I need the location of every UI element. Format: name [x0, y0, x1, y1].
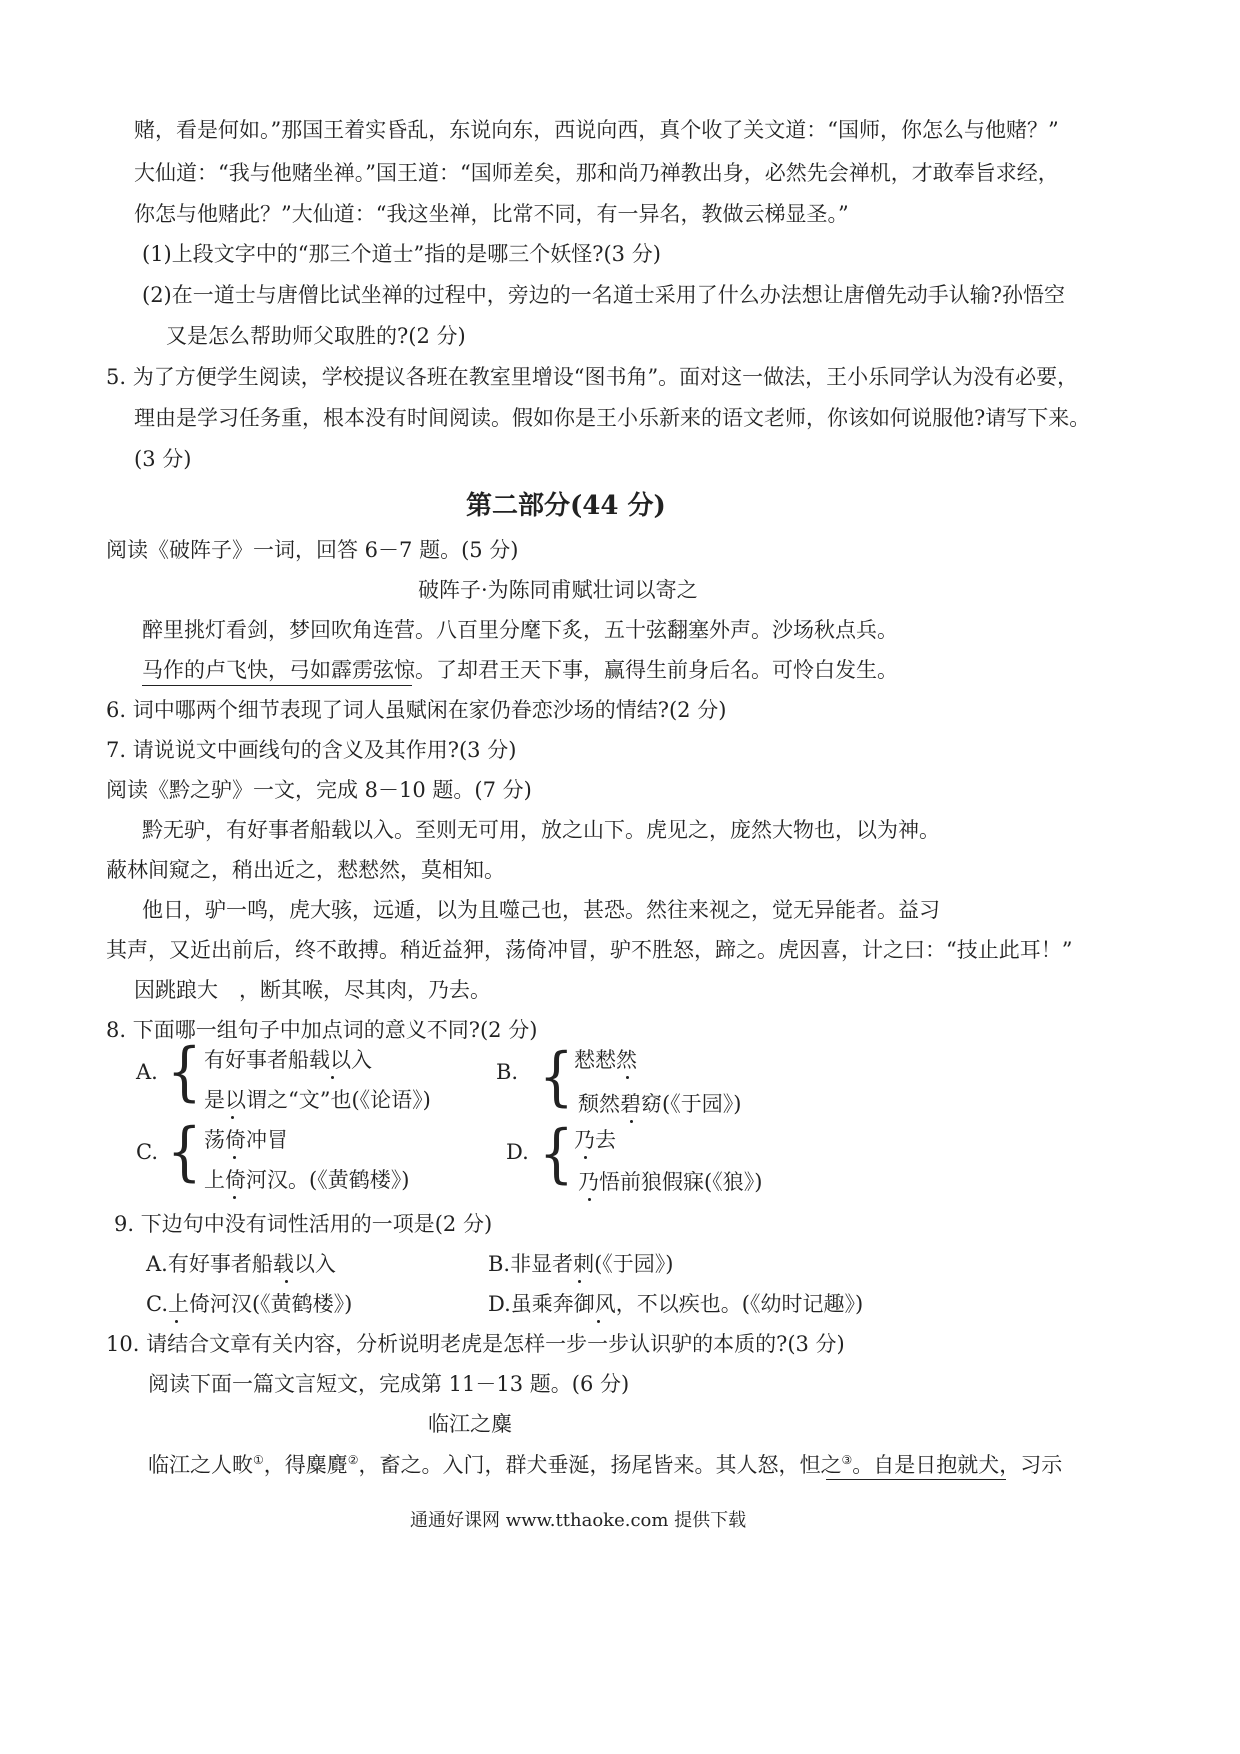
text-segment: ，得麋麑 — [263, 1453, 348, 1477]
option-b-label: B. — [496, 1060, 519, 1084]
poem-title: 破阵子·为陈同甫赋壮词以寄之 — [418, 578, 698, 602]
emphasis-dot — [588, 1198, 591, 1201]
passage-line: 大仙道：“我与他赌坐禅。”国王道：“国师差矣，那和尚乃禅教出身，必然先会禅机，才敢奉旨求经， — [134, 161, 1059, 185]
brace: { — [539, 1040, 574, 1114]
option-a-sentence-2: 是以谓之“文”也(《论语》) — [204, 1088, 431, 1112]
brace: { — [167, 1115, 202, 1189]
option-b-sentence-1: 慭慭然 — [574, 1048, 637, 1072]
question-10: 10. 请结合文章有关内容，分析说明老虎是怎样一步一步认识驴的本质的?(3 分) — [106, 1332, 845, 1356]
question-9: 9. 下边句中没有词性活用的一项是(2 分) — [114, 1212, 493, 1236]
emphasis-dot — [630, 1120, 633, 1123]
page-footer: 通通好课网 www.tthaoke.com 提供下载 — [410, 1510, 747, 1531]
emphasis-dot — [285, 1280, 288, 1283]
footnote-mark: ② — [347, 1453, 359, 1467]
emphasis-dot — [175, 1320, 178, 1323]
option-d-sentence-1: 乃去 — [574, 1128, 616, 1152]
text-line: 黔无驴，有好事者船载以入。至则无可用，放之山下。虎见之，庞然大物也，以为神。 — [142, 818, 940, 842]
option-d-label: D. — [506, 1140, 529, 1164]
passage-line: 你怎与他赌此？”大仙道：“我这坐禅，比常不同，有一异名，教做云梯显圣。” — [134, 202, 849, 226]
option-c: C.上倚河汉(《黄鹤楼》) — [146, 1292, 353, 1316]
question-4-sub-2-cont: 又是怎么帮助师父取胜的?(2 分) — [166, 324, 466, 348]
question-5-points: (3 分) — [134, 447, 192, 471]
brace: { — [167, 1035, 202, 1109]
question-4-sub-1: (1)上段文字中的“那三个道士”指的是哪三个妖怪?(3 分) — [142, 242, 661, 266]
underline — [142, 685, 412, 686]
option-c-sentence-2: 上倚河汉。(《黄鹤楼》) — [204, 1168, 410, 1192]
text-intro: 阅读下面一篇文言短文，完成第 11－13 题。(6 分) — [148, 1372, 630, 1396]
question-5: 5. 为了方便学生阅读，学校提议各班在教室里增设“图书角”。面对这一做法，王小乐同学认为没有必要， — [106, 365, 1079, 389]
passage-line: 赌，看是何如。”那国王着实昏乱，东说向东，西说向西，真个收了关文道：“国师，你怎么与他赌？” — [134, 118, 1059, 142]
poem-line-rest: 了却君王天下事，赢得生前身后名。可怜白发生。 — [436, 658, 898, 682]
option-b: B.非显者刺(《于园》) — [488, 1252, 674, 1276]
footnote-mark: ① — [253, 1453, 264, 1467]
text-segment: 。 — [852, 1453, 874, 1477]
text-line — [148, 1454, 1062, 1476]
text-line: 蔽林间窥之，稍出近之，慭慭然，莫相知。 — [106, 858, 505, 882]
text-segment: 临江之人畋 — [148, 1453, 253, 1477]
poem-intro: 阅读《破阵子》一词，回答 6－7 题。(5 分) — [106, 538, 519, 562]
question-5-cont: 理由是学习任务重，根本没有时间阅读。假如你是王小乐新来的语文老师，你该如何说服他?请写下来。 — [134, 406, 1091, 430]
emphasis-dot — [331, 1076, 334, 1079]
text-line: 因跳踉大 ，断其喉，尽其肉，乃去。 — [134, 978, 491, 1002]
option-a-label: A. — [136, 1060, 158, 1084]
footnote-mark: ③ — [841, 1453, 853, 1467]
question-4-sub-2: (2)在一道士与唐僧比试坐禅的过程中，旁边的一名道士采用了什么办法想让唐僧先动手认输?孙悟空 — [142, 283, 1066, 307]
text-intro: 阅读《黔之驴》一文，完成 8－10 题。(7 分) — [106, 778, 532, 802]
question-7: 7. 请说说文中画线句的含义及其作用?(3 分) — [106, 738, 517, 762]
question-8: 8. 下面哪一组句子中加点词的意义不同?(2 分) — [106, 1018, 538, 1042]
underlined-sentence: 马作的卢飞快，弓如霹雳弦惊。 — [142, 658, 436, 682]
emphasis-dot — [584, 1156, 587, 1159]
poem-line: 醉里挑灯看剑，梦回吹角连营。八百里分麾下炙，五十弦翻塞外声。沙场秋点兵。 — [142, 618, 898, 642]
brace: { — [539, 1117, 574, 1191]
option-a: A.有好事者船载以入 — [146, 1252, 336, 1276]
option-a-sentence-1: 有好事者船载以入 — [204, 1048, 372, 1072]
option-d: D.虽乘奔御风，不以疾也。(《幼时记趣》) — [488, 1292, 864, 1316]
text-title: 临江之麋 — [428, 1412, 512, 1436]
poem-line — [142, 660, 898, 681]
section-title: 第二部分(44 分) — [466, 491, 666, 521]
text-line: 其声，又近出前后，终不敢搏。稍近益狎，荡倚冲冒，驴不胜怒，蹄之。虎因喜，计之曰：“技止此耳！” — [106, 938, 1073, 962]
option-c-label: C. — [136, 1140, 158, 1164]
emphasis-dot — [578, 1280, 581, 1283]
question-6: 6. 词中哪两个细节表现了词人虽赋闲在家仍眷恋沙场的情结?(2 分) — [106, 698, 727, 722]
underline — [826, 1479, 1006, 1480]
option-c-sentence-1: 荡倚冲冒 — [204, 1128, 288, 1152]
emphasis-dot — [626, 1076, 629, 1079]
text-segment: ，畜之。入门，群犬垂涎，扬尾皆来。其人怒，怛之 — [358, 1453, 842, 1477]
underlined-sentence: 自是日抱就犬，习示 — [873, 1453, 1063, 1477]
emphasis-dot — [597, 1320, 600, 1323]
option-b-sentence-2: 颓然碧窈(《于园》) — [578, 1092, 742, 1116]
text-line: 他日，驴一鸣，虎大骇，远遁，以为且噬己也，甚恐。然往来视之，觉无异能者。益习 — [142, 898, 940, 922]
option-d-sentence-2: 乃悟前狼假寐(《狼》) — [578, 1170, 763, 1194]
emphasis-dot — [233, 1156, 236, 1159]
emphasis-dot — [233, 1196, 236, 1199]
emphasis-dot — [231, 1116, 234, 1119]
